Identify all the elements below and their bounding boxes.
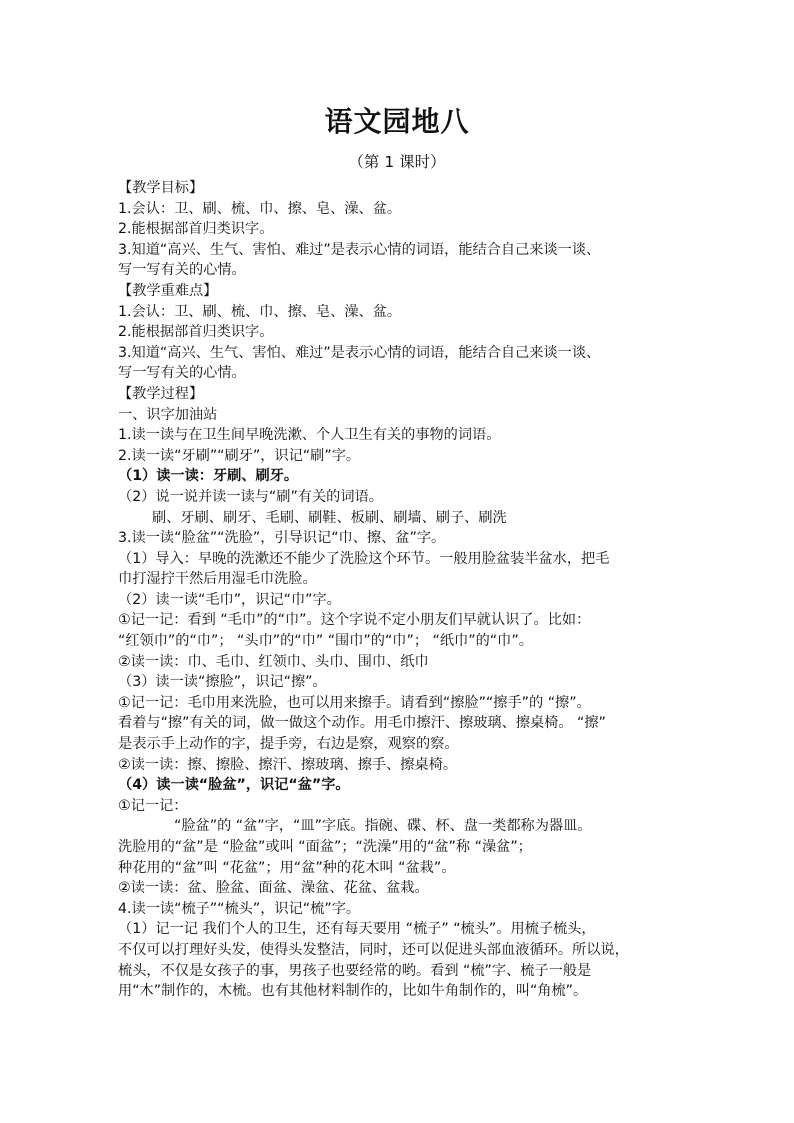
basin-remember-text: “脸盆”的 “盆”字，“皿”字底。指碗、碟、杯、盘一类都称为器皿。 [174, 818, 592, 835]
substep-read-toothbrush: （1）读一读：牙刷、刷牙。 [118, 468, 299, 485]
basin-remember-text-2: 洗脸用的“盆”是 “脸盆”或叫 “面盆”；“洗澡”用的“盆”称 “澡盆”； [118, 839, 532, 855]
brush-word-list: 刷、牙刷、刷牙、毛刷、刷鞋、板刷、刷墙、刷子、刷洗 [152, 509, 507, 526]
substep-intro: （1）导入：早晚的洗漱还不能少了洗脸这个环节。一般用脸盆装半盆水，把毛 [118, 550, 610, 567]
towel-read: ②读一读：巾、毛巾、红领巾、头巾、围巾、纸巾 [118, 653, 429, 670]
wipe-remember: ①记一记：毛巾用来洗脸，也可以用来擦手。请看到“擦脸”“擦手”的 “擦”。 [118, 694, 591, 711]
section-heading-process: 【教学过程】 [118, 385, 204, 402]
substep-towel: （2）读一读“毛巾”，识记“巾”字。 [118, 591, 341, 608]
substep-basin: （4）读一读“脸盆”，识记“盆”字。 [118, 777, 350, 794]
wipe-remember-cont-2: 是表示手上动作的字，提手旁，右边是察，观察的察。 [118, 736, 459, 753]
keypoint-3: 3.知道“高兴、生气、害怕、难过”是表示心情的词语，能结合自己来谈一谈、 [118, 344, 601, 361]
objective-3-cont: 写一写有关的心情。 [118, 262, 246, 279]
objective-1: 1.会认：卫、刷、梳、巾、擦、皂、澡、盆。 [118, 200, 402, 217]
comb-remember-cont-2: 梳头，不仅是女孩子的事，男孩子也要经常的哟。看到 “梳”字、梳子一般是 [118, 962, 592, 979]
comb-remember-cont: 不仅可以打理好头发，使得头发整洁，同时，还可以促进头部血液循环。所以说， [118, 941, 629, 958]
substep-wipe: （3）读一读“擦脸”，识记“擦”。 [118, 674, 327, 691]
substep-say-brush-words: （2）说一说并读一读与“刷”有关的词语。 [118, 488, 383, 505]
substep-intro-cont: 巾打湿拧干然后用湿毛巾洗脸。 [118, 571, 317, 588]
process-part-1: 一、识字加油站 [118, 406, 218, 423]
process-step-3: 3.读一读“脸盆”“洗脸”，引导识记“巾、擦、盆”字。 [118, 530, 446, 547]
section-heading-keypoints: 【教学重难点】 [118, 282, 218, 299]
towel-remember: ①记一记：看到 “毛巾”的“巾”。这个字说不定小朋友们早就认识了。比如： [118, 612, 591, 629]
objective-2: 2.能根据部首归类识字。 [118, 221, 274, 238]
process-step-1: 1.读一读与在卫生间早晚洗漱、个人卫生有关的事物的词语。 [118, 427, 501, 444]
wipe-read: ②读一读：擦、擦脸、擦汗、擦玻璃、擦手、擦桌椅。 [118, 756, 458, 773]
process-step-4: 4.读一读“梳子”“梳头”，识记“梳”字。 [118, 900, 361, 917]
page-subtitle: （第 1 课时） [348, 153, 446, 171]
basin-remember: ①记一记： [118, 797, 188, 814]
process-step-2: 2.读一读“牙刷”“刷牙”，识记“刷”字。 [118, 447, 361, 464]
towel-remember-cont: “红领巾”的“巾”； “头巾”的“巾” “围巾”的“巾”； “纸巾”的“巾”。 [118, 633, 533, 650]
comb-remember-cont-3: 用“木”制作的，木梳。也有其他材料制作的，比如牛角制作的，叫“角梳”。 [118, 983, 588, 1000]
keypoint-2: 2.能根据部首归类识字。 [118, 324, 274, 341]
wipe-remember-cont: 看着与“擦”有关的词，做一做这个动作。用毛巾擦汗、擦玻璃、擦桌椅。 “擦” [118, 715, 606, 732]
basin-read: ②读一读：盆、脸盆、面盆、澡盆、花盆、盆栽。 [118, 880, 429, 897]
basin-remember-text-3: 种花用的“盆”叫 “花盆”；用“盆”种的花木叫 “盆栽”。 [118, 859, 456, 876]
comb-remember: （1）记一记 我们个人的卫生，还有每天要用 “梳子” “梳头”。用梳子梳头， [118, 921, 596, 938]
page-title: 语文园地八 [324, 105, 470, 138]
section-heading-objectives: 【教学目标】 [118, 180, 204, 196]
objective-3: 3.知道“高兴、生气、害怕、难过”是表示心情的词语，能结合自己来谈一谈、 [118, 241, 601, 258]
lesson-body [118, 178, 690, 1002]
keypoint-3-cont: 写一写有关的心情。 [118, 365, 246, 382]
keypoint-1: 1.会认：卫、刷、梳、巾、擦、皂、澡、盆。 [118, 303, 402, 320]
